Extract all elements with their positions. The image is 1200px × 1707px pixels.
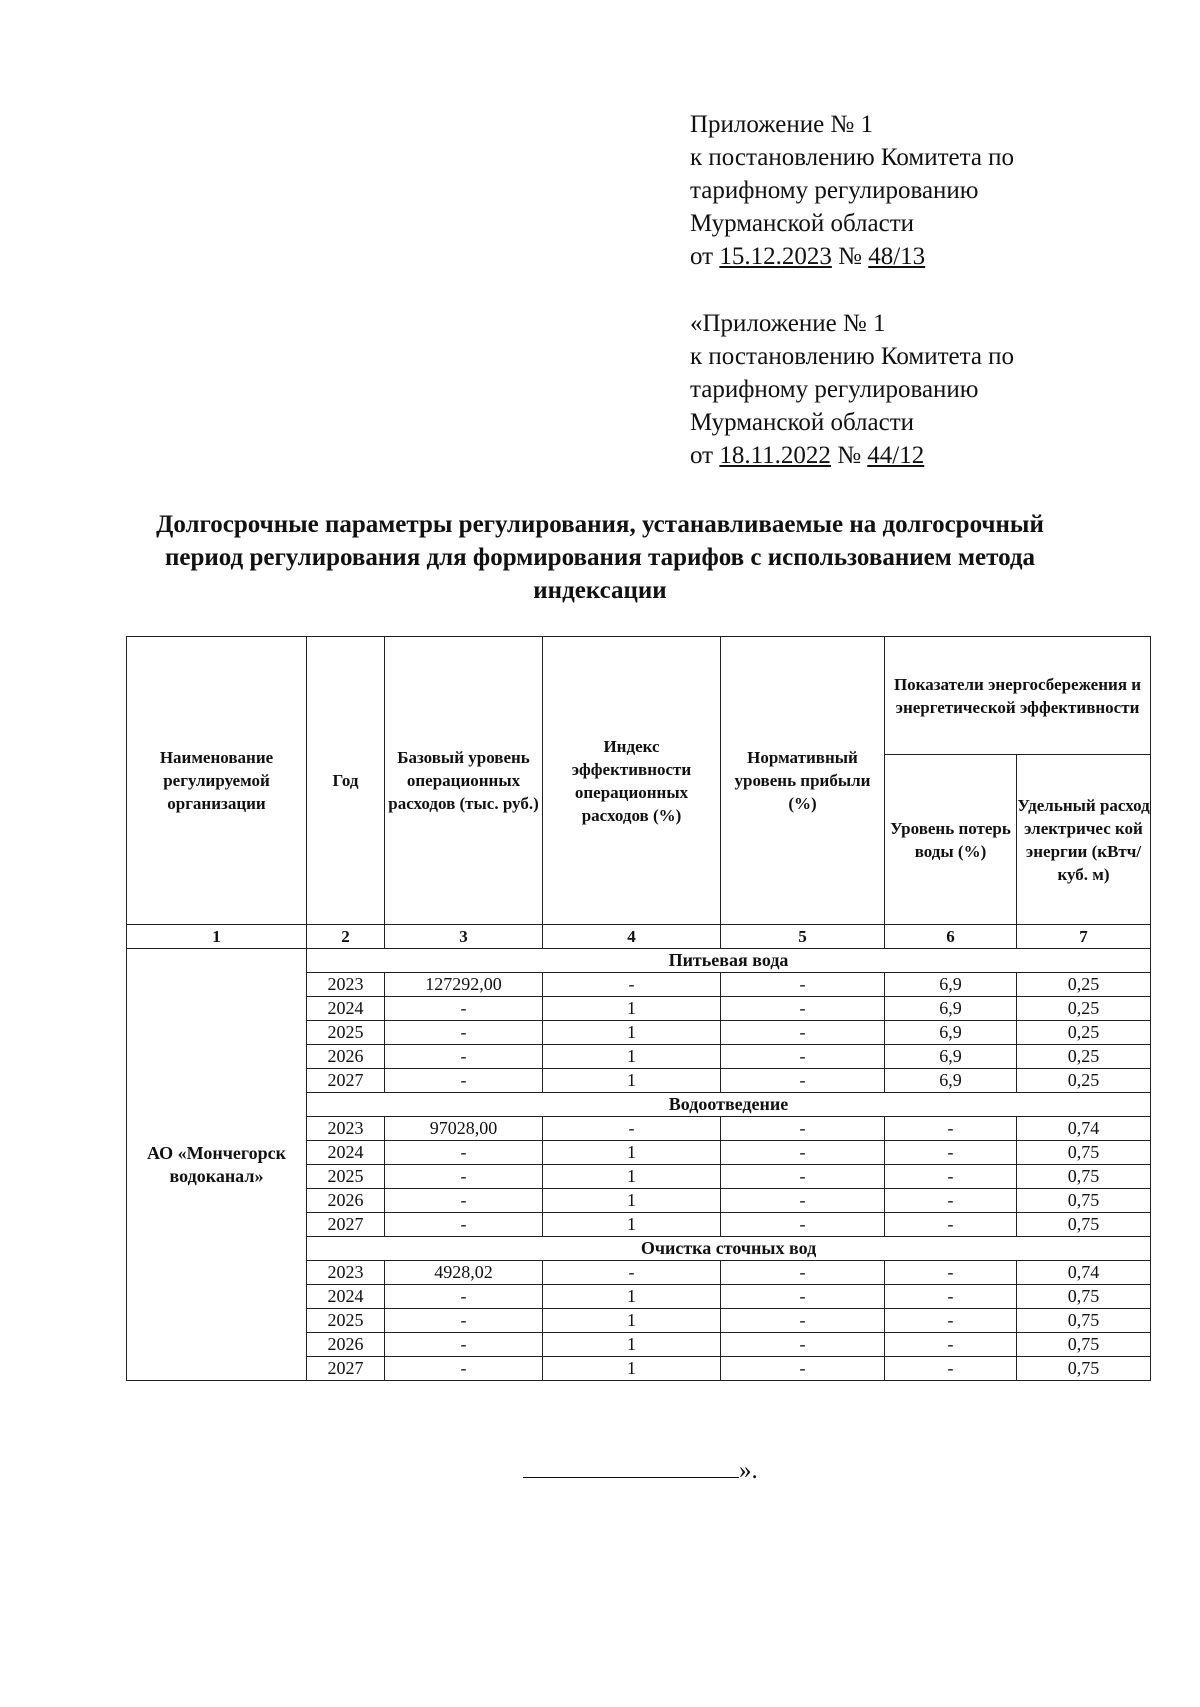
header-specific-consumption: Удельный расход электричес кой энергии (кВтч/куб. м) xyxy=(1017,755,1151,925)
annex-previous-line2: к постановлению Комитета по xyxy=(690,343,1015,370)
column-number: 2 xyxy=(307,925,385,949)
closing-mark: ». xyxy=(739,1457,758,1484)
cell-base-level: - xyxy=(385,1309,543,1333)
cell-year: 2025 xyxy=(307,1165,385,1189)
cell-water-loss: 6,9 xyxy=(885,1045,1017,1069)
cell-water-loss: - xyxy=(885,1333,1017,1357)
cell-efficiency-index: 1 xyxy=(543,1165,721,1189)
cell-water-loss: 6,9 xyxy=(885,1021,1017,1045)
cell-specific-consumption: 0,74 xyxy=(1017,1261,1151,1285)
header-year: Год xyxy=(307,637,385,925)
cell-specific-consumption: 0,75 xyxy=(1017,1357,1151,1381)
cell-profit-level: - xyxy=(721,1213,885,1237)
annex-previous xyxy=(690,307,1014,472)
column-number: 7 xyxy=(1017,925,1151,949)
cell-year: 2023 xyxy=(307,1261,385,1285)
annex-current-line1: Приложение № 1 xyxy=(690,111,874,138)
document-title: Долгосрочные параметры регулирования, устанавливаемые на долгосрочный период регулирования для формирования тарифов с использованием метода индексации xyxy=(156,511,1044,604)
annex-previous-number: 44/12 xyxy=(867,442,925,469)
cell-profit-level: - xyxy=(721,1309,885,1333)
cell-efficiency-index: - xyxy=(543,1261,721,1285)
header-energy-group: Показатели энергосбережения и энергетической эффективности xyxy=(885,637,1151,755)
cell-year: 2027 xyxy=(307,1213,385,1237)
cell-base-level: 127292,00 xyxy=(385,973,543,997)
annex-current-line3: тарифному регулированию xyxy=(690,177,979,204)
cell-water-loss: - xyxy=(885,1261,1017,1285)
cell-water-loss: - xyxy=(885,1165,1017,1189)
cell-year: 2025 xyxy=(307,1021,385,1045)
cell-profit-level: - xyxy=(721,1261,885,1285)
cell-profit-level: - xyxy=(721,973,885,997)
cell-profit-level: - xyxy=(721,1333,885,1357)
annex-previous-date: 18.11.2022 xyxy=(719,442,831,469)
cell-water-loss: 6,9 xyxy=(885,997,1017,1021)
annex-current-line2: к постановлению Комитета по xyxy=(690,144,1015,171)
annex-previous-number-prefix: № xyxy=(830,442,868,469)
cell-year: 2026 xyxy=(307,1189,385,1213)
cell-base-level: 4928,02 xyxy=(385,1261,543,1285)
signature-line xyxy=(523,1453,739,1478)
cell-profit-level: - xyxy=(721,1069,885,1093)
cell-efficiency-index: - xyxy=(543,973,721,997)
annex-current xyxy=(690,108,1014,273)
cell-profit-level: - xyxy=(721,1357,885,1381)
cell-base-level: - xyxy=(385,1069,543,1093)
cell-year: 2026 xyxy=(307,1045,385,1069)
cell-efficiency-index: 1 xyxy=(543,1141,721,1165)
cell-year: 2024 xyxy=(307,1141,385,1165)
cell-specific-consumption: 0,75 xyxy=(1017,1165,1151,1189)
cell-water-loss: - xyxy=(885,1285,1017,1309)
cell-profit-level: - xyxy=(721,997,885,1021)
column-number-row xyxy=(127,925,1151,949)
cell-year: 2023 xyxy=(307,1117,385,1141)
annex-current-number-prefix: № xyxy=(831,243,869,270)
section-title: Очистка сточных вод xyxy=(307,1237,1151,1261)
annex-current-date-line xyxy=(690,240,1014,273)
cell-efficiency-index: 1 xyxy=(543,1213,721,1237)
cell-water-loss: 6,9 xyxy=(885,1069,1017,1093)
annex-current-date-prefix: от xyxy=(690,243,720,270)
cell-water-loss: - xyxy=(885,1213,1017,1237)
cell-efficiency-index: - xyxy=(543,1117,721,1141)
cell-base-level: - xyxy=(385,1189,543,1213)
cell-specific-consumption: 0,75 xyxy=(1017,1141,1151,1165)
cell-year: 2026 xyxy=(307,1333,385,1357)
cell-efficiency-index: 1 xyxy=(543,1069,721,1093)
cell-year: 2023 xyxy=(307,973,385,997)
annex-previous-date-line xyxy=(690,439,1014,472)
annex-previous-line3: тарифному регулированию xyxy=(690,376,979,403)
annex-current-number: 48/13 xyxy=(868,243,926,270)
cell-specific-consumption: 0,75 xyxy=(1017,1189,1151,1213)
cell-base-level: - xyxy=(385,1285,543,1309)
cell-specific-consumption: 0,74 xyxy=(1017,1117,1151,1141)
cell-base-level: - xyxy=(385,1141,543,1165)
cell-specific-consumption: 0,25 xyxy=(1017,997,1151,1021)
cell-profit-level: - xyxy=(721,1117,885,1141)
column-number: 3 xyxy=(385,925,543,949)
header-base-level: Базовый уровень операционных расходов (тыс. руб.) xyxy=(385,637,543,925)
cell-efficiency-index: 1 xyxy=(543,1189,721,1213)
annex-current-line4: Мурманской области xyxy=(690,210,915,237)
header-org: Наименование регулируемой организации xyxy=(127,637,307,925)
cell-water-loss: - xyxy=(885,1141,1017,1165)
cell-specific-consumption: 0,25 xyxy=(1017,973,1151,997)
cell-profit-level: - xyxy=(721,1189,885,1213)
cell-profit-level: - xyxy=(721,1045,885,1069)
header-water-loss: Уровень потерь воды (%) xyxy=(885,755,1017,925)
cell-base-level: - xyxy=(385,1213,543,1237)
organization-name: АО «Мончегорск водоканал» xyxy=(127,949,307,1381)
cell-specific-consumption: 0,75 xyxy=(1017,1309,1151,1333)
header-profit-level: Нормативный уровень прибыли (%) xyxy=(721,637,885,925)
cell-efficiency-index: 1 xyxy=(543,1333,721,1357)
annex-previous-date-prefix: от xyxy=(690,442,720,469)
column-number: 4 xyxy=(543,925,721,949)
cell-efficiency-index: 1 xyxy=(543,1285,721,1309)
annex-previous-line1: «Приложение № 1 xyxy=(690,310,886,337)
cell-base-level: - xyxy=(385,997,543,1021)
annex-current-date: 15.12.2023 xyxy=(719,243,832,270)
cell-base-level: - xyxy=(385,1165,543,1189)
cell-water-loss: - xyxy=(885,1189,1017,1213)
cell-base-level: - xyxy=(385,1021,543,1045)
cell-base-level: - xyxy=(385,1045,543,1069)
cell-year: 2024 xyxy=(307,1285,385,1309)
cell-specific-consumption: 0,75 xyxy=(1017,1213,1151,1237)
cell-water-loss: - xyxy=(885,1309,1017,1333)
parameters-table xyxy=(126,636,1151,1381)
cell-profit-level: - xyxy=(721,1285,885,1309)
cell-profit-level: - xyxy=(721,1141,885,1165)
cell-water-loss: 6,9 xyxy=(885,973,1017,997)
cell-year: 2027 xyxy=(307,1069,385,1093)
cell-efficiency-index: 1 xyxy=(543,1021,721,1045)
cell-base-level: 97028,00 xyxy=(385,1117,543,1141)
cell-efficiency-index: 1 xyxy=(543,1309,721,1333)
cell-base-level: - xyxy=(385,1333,543,1357)
section-title: Водоотведение xyxy=(307,1093,1151,1117)
annex-previous-line4: Мурманской области xyxy=(690,409,915,436)
cell-specific-consumption: 0,25 xyxy=(1017,1045,1151,1069)
cell-specific-consumption: 0,75 xyxy=(1017,1285,1151,1309)
cell-efficiency-index: 1 xyxy=(543,997,721,1021)
cell-base-level: - xyxy=(385,1357,543,1381)
column-number: 6 xyxy=(885,925,1017,949)
cell-year: 2027 xyxy=(307,1357,385,1381)
section-title: Питьевая вода xyxy=(307,949,1151,973)
cell-profit-level: - xyxy=(721,1021,885,1045)
cell-year: 2025 xyxy=(307,1309,385,1333)
cell-year: 2024 xyxy=(307,997,385,1021)
column-number: 5 xyxy=(721,925,885,949)
table-body xyxy=(127,949,1151,1381)
cell-water-loss: - xyxy=(885,1357,1017,1381)
section-header-row xyxy=(127,949,1151,973)
cell-specific-consumption: 0,25 xyxy=(1017,1069,1151,1093)
cell-profit-level: - xyxy=(721,1165,885,1189)
cell-specific-consumption: 0,75 xyxy=(1017,1333,1151,1357)
cell-specific-consumption: 0,25 xyxy=(1017,1021,1151,1045)
header-efficiency-index: Индекс эффективности операционных расходов (%) xyxy=(543,637,721,925)
cell-efficiency-index: 1 xyxy=(543,1045,721,1069)
closing-mark-line xyxy=(523,1453,758,1485)
cell-water-loss: - xyxy=(885,1117,1017,1141)
column-number: 1 xyxy=(127,925,307,949)
cell-efficiency-index: 1 xyxy=(543,1357,721,1381)
